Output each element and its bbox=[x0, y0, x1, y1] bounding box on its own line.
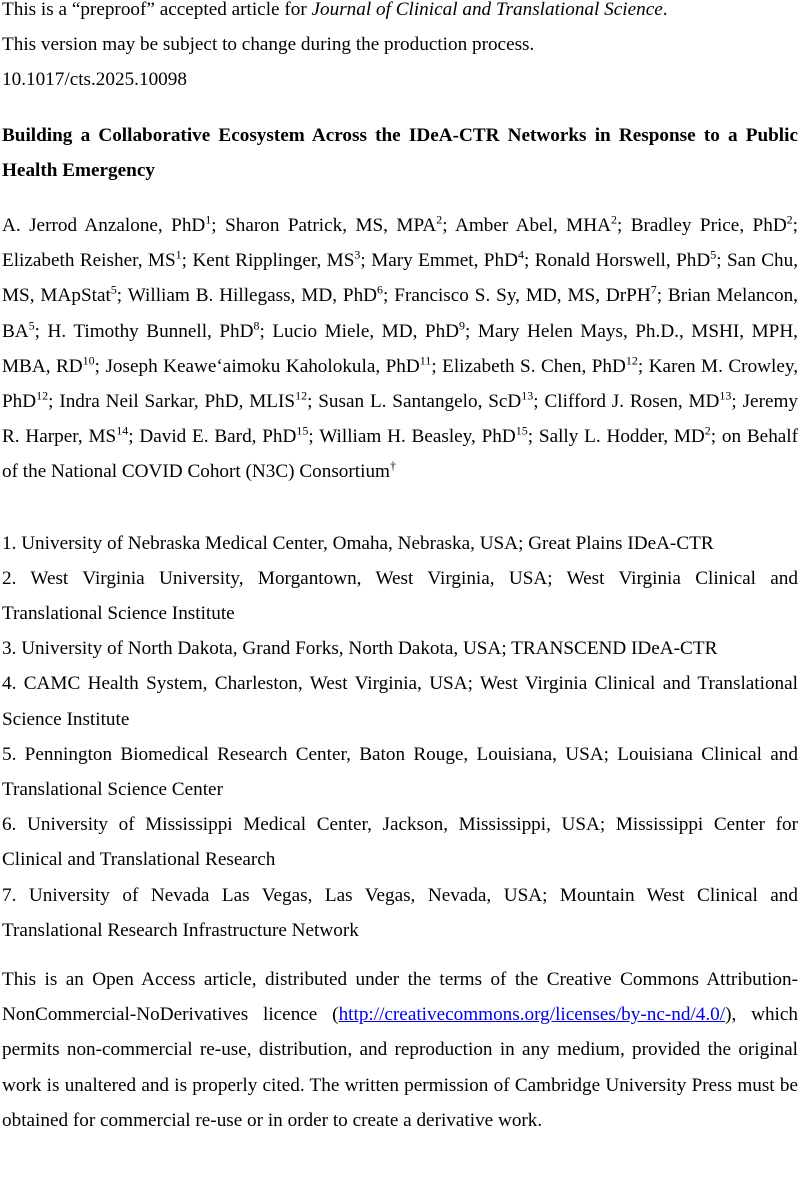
author-affiliation-number: 6 bbox=[377, 283, 384, 298]
author-name: H. Timothy Bunnell, PhD bbox=[47, 320, 254, 342]
author bbox=[544, 388, 732, 413]
author bbox=[319, 423, 528, 448]
author-name: Mary Emmet, PhD bbox=[371, 250, 518, 272]
author-name: Lucio Miele, MD, PhD bbox=[272, 320, 460, 342]
author-name: A. Jerrod Anzalone, PhD bbox=[2, 215, 206, 237]
affiliation-item: 6. University of Mississippi Medical Center, Jackson, Mississippi, USA; Mississippi Center for Clinical and Translational Research bbox=[2, 814, 798, 871]
author-affiliation-number: 8 bbox=[253, 318, 260, 333]
author-name: Sally L. Hodder, MD bbox=[538, 426, 705, 448]
author-affiliation-number: 2 bbox=[436, 212, 443, 227]
journal-name: Journal of Clinical and Translational Science bbox=[311, 0, 663, 20]
author-affiliation-number: 5 bbox=[28, 318, 35, 333]
author-name: Ronald Horswell, PhD bbox=[534, 250, 711, 272]
author bbox=[272, 318, 466, 342]
author-affiliation-number: 2 bbox=[610, 212, 617, 227]
author-name: Susan L. Santangelo, ScD bbox=[318, 391, 522, 413]
author bbox=[47, 318, 260, 342]
license-text-after: ), which permits non-commercial re-use, distribution, and reproduction in any medium, provided the original work is unaltered and is properly cited. The written permission of Cambridge University Press must be obtained for commercial re-use or in order to create a derivative work. bbox=[2, 1004, 798, 1131]
author-name: San Chu, MS, MApStat bbox=[2, 250, 798, 307]
affiliation-item: 3. University of North Dakota, Grand Forks, North Dakota, USA; TRANSCEND IDeA-CTR bbox=[2, 638, 718, 660]
author-affiliation-number: 2 bbox=[786, 212, 793, 227]
author bbox=[318, 388, 534, 413]
author-affiliation-number: 10 bbox=[82, 353, 95, 368]
author bbox=[442, 353, 638, 377]
license-statement bbox=[2, 962, 798, 1138]
author-name: Sharon Patrick, MS, MPA bbox=[225, 215, 437, 237]
author bbox=[630, 212, 793, 237]
author bbox=[105, 353, 432, 377]
author-affiliation-number: 9 bbox=[459, 318, 466, 333]
affiliation-item: 4. CAMC Health System, Charleston, West Virginia, USA; West Virginia Clinical and Translational Science Institute bbox=[2, 673, 798, 730]
author-affiliation-number: 7 bbox=[650, 283, 657, 298]
author bbox=[454, 212, 617, 237]
author-name: Mary Helen Mays, Ph.D., MSHI, MPH, MBA, RD bbox=[2, 320, 798, 377]
author bbox=[534, 247, 717, 272]
author-affiliation-number: 11 bbox=[419, 353, 432, 368]
author-name: Indra Neil Sarkar, PhD, MLIS bbox=[59, 391, 296, 413]
license-link[interactable]: http://creativecommons.org/licenses/by-nc-nd/4.0/ bbox=[338, 1004, 726, 1026]
preproof-line-2: This version may be subject to change during the production process. bbox=[2, 34, 535, 56]
author-affiliation-number: 14 bbox=[116, 423, 129, 438]
author-name: Kent Ripplinger, MS bbox=[192, 250, 355, 272]
author-name: Clifford J. Rosen, MD bbox=[544, 391, 720, 413]
affiliation-item: 5. Pennington Biomedical Research Center, Baton Rouge, Louisiana, USA; Louisiana Clinical and Translational Science Center bbox=[2, 743, 798, 801]
author-affiliation-number: 13 bbox=[719, 388, 732, 403]
author-affiliation-number: 1 bbox=[175, 247, 182, 262]
preproof-prefix: This is a “preproof” accepted article for bbox=[2, 0, 312, 20]
consortium: on Behalf of the National COVID Cohort (N3C) Consortium bbox=[2, 426, 799, 483]
author bbox=[225, 212, 443, 237]
author-name: Bradley Price, PhD bbox=[630, 215, 787, 237]
affiliation-list bbox=[2, 526, 798, 948]
author-affiliation-number: 3 bbox=[354, 247, 361, 262]
author-affiliation-number: 5 bbox=[110, 283, 117, 298]
author-name: Francisco S. Sy, MD, MS, DrPH bbox=[394, 285, 651, 307]
author bbox=[394, 285, 656, 306]
author bbox=[128, 285, 383, 306]
author bbox=[2, 247, 182, 272]
author-affiliation-number: 12 bbox=[295, 388, 308, 403]
author-name: David E. Bard, PhD bbox=[139, 426, 297, 448]
author-name: Elizabeth Reisher, MS bbox=[2, 250, 176, 272]
author-affiliation-number: 15 bbox=[296, 423, 309, 438]
author-affiliation-number: 15 bbox=[515, 423, 528, 438]
author bbox=[2, 212, 212, 237]
author bbox=[59, 388, 308, 413]
affiliation-item: 1. University of Nebraska Medical Center, Omaha, Nebraska, USA; Great Plains IDeA-CTR bbox=[2, 532, 714, 554]
author-name: Brian Melancon, BA bbox=[2, 285, 798, 342]
author-affiliation-number: 12 bbox=[625, 353, 638, 368]
preproof-line-1 bbox=[2, 0, 798, 27]
author-name: Amber Abel, MHA bbox=[454, 215, 611, 237]
author-name: William B. Hillegass, MD, PhD bbox=[127, 285, 378, 307]
author-affiliation-number: 13 bbox=[521, 388, 534, 403]
author-affiliation-number: 5 bbox=[710, 247, 717, 262]
preproof-suffix: . bbox=[662, 0, 668, 20]
author-name: Karen M. Crowley, PhD bbox=[2, 355, 799, 413]
author-affiliation-number: 2 bbox=[704, 423, 711, 438]
affiliation-item: 2. West Virginia University, Morgantown, West Virginia, USA; West Virginia Clinical and Translational Science Institute bbox=[2, 567, 798, 625]
license-text-before: This is an Open Access article, distributed under the terms of the Creative Commons Attribution-NonCommercial-NoDerivatives licence ( bbox=[2, 969, 798, 1026]
author bbox=[371, 247, 524, 272]
doi: 10.1017/cts.2025.10098 bbox=[2, 69, 187, 91]
author-name: Jeremy R. Harper, MS bbox=[2, 391, 799, 448]
author-affiliation-number: 1 bbox=[205, 212, 212, 227]
affiliation-item: 7. University of Nevada Las Vegas, Las Vegas, Nevada, USA; Mountain West Clinical and Translational Research Infrastructure Network bbox=[2, 884, 798, 941]
author-name: Joseph Keawe‘aimoku Kaholokula, PhD bbox=[105, 355, 420, 377]
article-title: Building a Collaborative Ecosystem Across the IDeA-CTR Networks in Response to a Public Health Emergency bbox=[2, 124, 798, 181]
author bbox=[192, 247, 361, 272]
author-name: William H. Beasley, PhD bbox=[319, 426, 516, 448]
author-list: A. Jerrod Anzalone, PhD$^1$; Sharon Patrick, MS, MPA$^2$; Amber Abel, MHA$^2$; Bradley Price, PhD$^2$; Elizabeth Reisher, $MS^1$; Kent Ripplinger, $MS^3$; Mary Emmet, PhD$^4$; Ronald Horswell, PhD$^5$; San Chu, MS, MApStat$^5$; William B. Hillegass, MD, PhD$^6$; Francisco S. Sy, MD, MS, DrPH$^7$; Brian Melancon, $BA^5$; H. Timothy Bunnell, PhD$^8$; Lucio Miele, MD, PhD$^9$; Mary Helen Mays, Ph.D., MSHI, MPH, MBA, RD$^{10}$; Joseph Keawe‘aimoku Kaholokula, PhD$^{11}$; Elizabeth S. Chen, PhD$^{12}$; Karen M. Crowley, PhD$^{12}$; Indra Neil Sarkar, PhD, MLIS$^{12}$; Susan L. Santangelo, ScD$^{13}$; Clifford J. Rosen, MD$^{13}$; Jeremy R. Harper, MS$^{14}$; David E. Bard, PhD$^{15}$; William H. Beasley, PhD$^{15}$; Sally L. Hodder, $MD^2$; on Behalf of the National COVID Cohort (N3C) Consortium† bbox=[2, 212, 799, 483]
consortium-dagger: † bbox=[389, 459, 396, 474]
author-affiliation-number: 4 bbox=[517, 247, 524, 262]
preproof-notice bbox=[2, 0, 798, 98]
author-name: Elizabeth S. Chen, PhD bbox=[442, 355, 626, 377]
author bbox=[139, 423, 309, 448]
author bbox=[538, 423, 711, 448]
author-affiliation-number: 12 bbox=[36, 388, 49, 403]
